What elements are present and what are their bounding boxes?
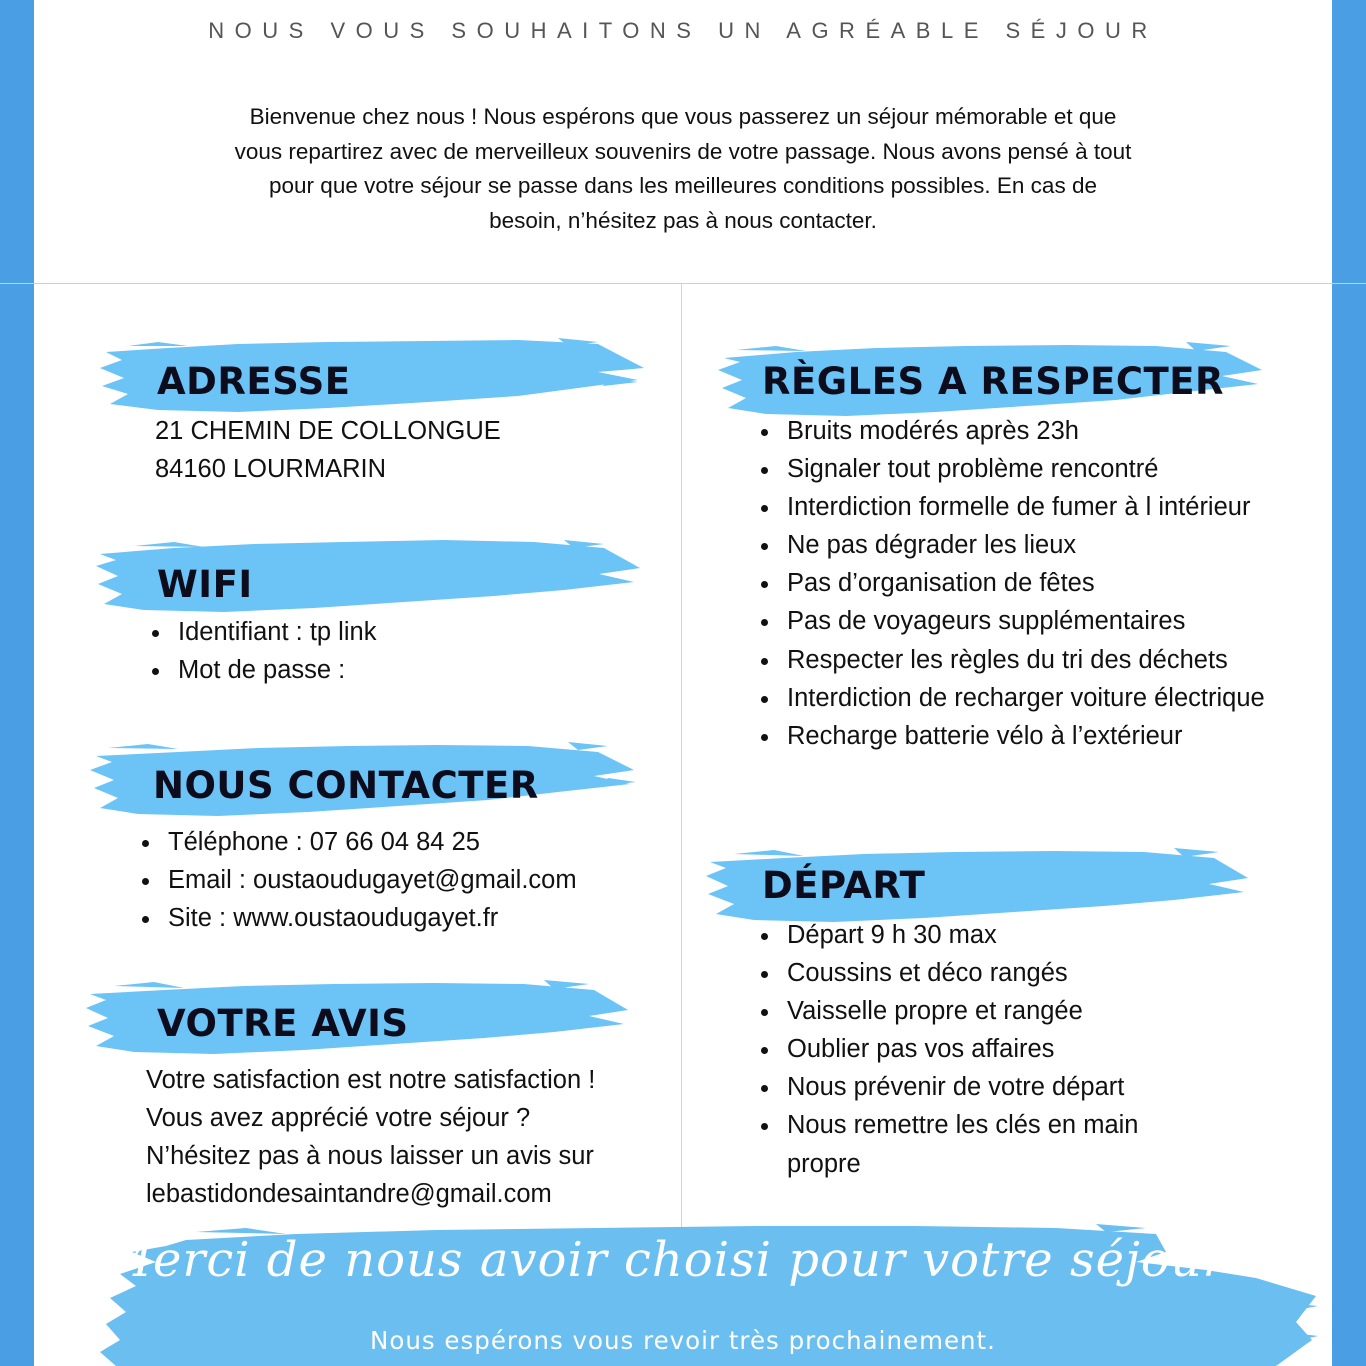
rule-item: Pas d’organisation de fêtes [755,564,1265,602]
intro-paragraph [150,100,1216,238]
rule-item: Interdiction de recharger voiture électrique [755,679,1265,717]
depart-item-keys [755,1106,1138,1182]
depart-keys-line2: propre [787,1149,861,1178]
avis-line: Vous avez apprécié votre séjour ? [146,1104,531,1132]
avis-line: N’hésitez pas à nous laisser un avis sur [146,1142,594,1170]
rule-item: Ne pas dégrader les lieux [755,526,1265,564]
avis-email: lebastidondesaintandre@gmail.com [146,1180,552,1208]
contact-phone: Téléphone : 07 66 04 84 25 [136,823,577,861]
rule-item: Pas de voyageurs supplémentaires [755,602,1265,640]
adresse-heading: ADRESSE [157,360,351,403]
avis-line: Votre satisfaction est notre satisfaction ! [146,1066,596,1094]
depart-item: Départ 9 h 30 max [755,916,1138,954]
avis-paragraph [146,1061,595,1213]
wifi-identifier: Identifiant : tp link [146,613,376,651]
address-line-city: 84160 LOURMARIN [155,455,387,483]
rule-item: Recharge batterie vélo à l’extérieur [755,717,1265,755]
vertical-divider [681,284,682,1256]
depart-heading: DÉPART [762,864,926,907]
page-subtitle: NOUS VOUS SOUHAITONS UN AGRÉABLE SÉJOUR [208,18,1158,43]
depart-keys-line1: Nous remettre les clés en main [787,1111,1139,1140]
intro-line: besoin, n’hésitez pas à nous contacter. [489,207,877,233]
contact-website: Site : www.oustaoudugayet.fr [136,899,577,937]
right-side-bar [1332,0,1366,1366]
rule-item: Signaler tout problème rencontré [755,450,1265,488]
regles-list [755,412,1265,755]
footer-thank-you: Merci de nous avoir choisi pour votre séjour ! [102,1232,1264,1288]
rule-item: Respecter les règles du tri des déchets [755,641,1265,679]
contact-list [136,823,577,937]
wifi-heading: WIFI [157,563,253,606]
depart-list [755,916,1138,1183]
depart-item: Coussins et déco rangés [755,954,1138,992]
regles-heading: RÈGLES A RESPECTER [762,360,1224,403]
wifi-list [146,613,376,689]
depart-item: Vaisselle propre et rangée [755,992,1138,1030]
intro-line: pour que votre séjour se passe dans les meilleures conditions possibles. En cas de [269,173,1097,198]
intro-line: Bienvenue chez nous ! Nous espérons que vous passerez un séjour mémorable et que [249,104,1117,129]
intro-line: vous repartirez avec de merveilleux souvenirs de votre passage. Nous avons pensé à tout [234,138,1132,164]
footer-subtitle: Nous espérons vous revoir très prochainement. [370,1326,996,1355]
address-block [155,412,501,488]
address-line-street: 21 CHEMIN DE COLLONGUE [155,417,501,445]
wifi-password: Mot de passe : [146,651,376,689]
depart-item: Nous prévenir de votre départ [755,1068,1138,1106]
depart-item: Oublier pas vos affaires [755,1030,1138,1068]
horizontal-divider [0,283,1366,284]
contact-email: Email : oustaoudugayet@gmail.com [136,861,577,899]
rule-item: Bruits modérés après 23h [755,412,1265,450]
contact-heading: NOUS CONTACTER [153,764,539,807]
rule-item: Interdiction formelle de fumer à l intérieur [755,488,1265,526]
avis-heading: VOTRE AVIS [157,1002,409,1045]
left-side-bar [0,0,34,1366]
